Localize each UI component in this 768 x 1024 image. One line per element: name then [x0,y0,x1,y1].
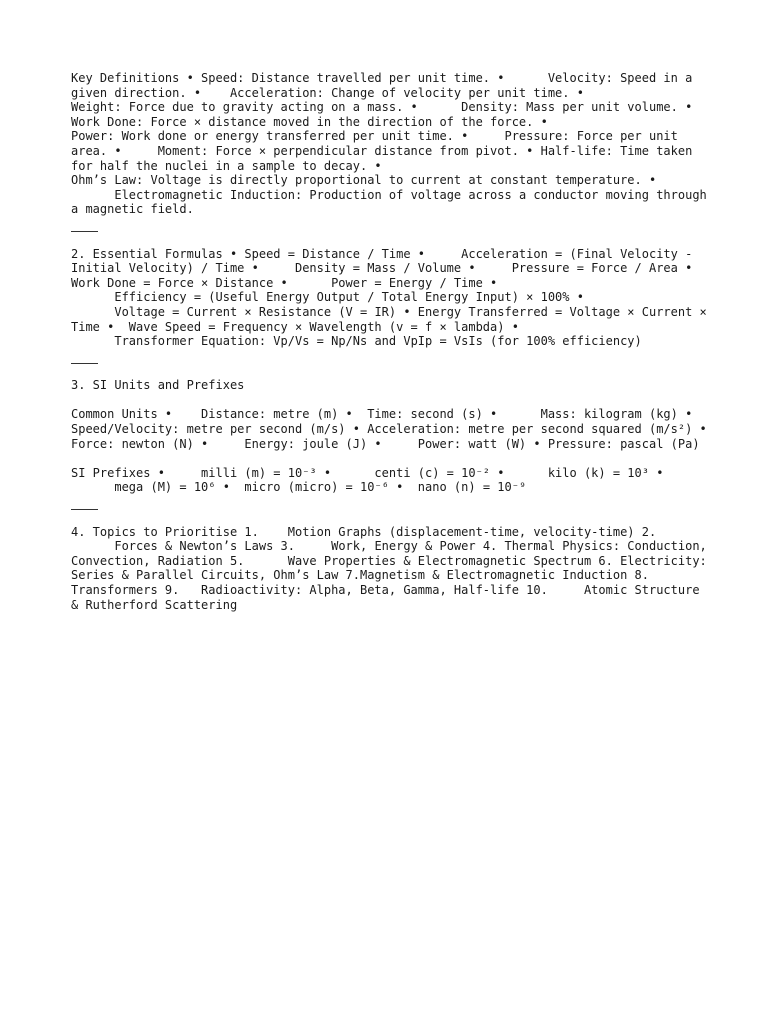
spacer [71,510,711,525]
topics-paragraph: 4. Topics to Prioritise 1. Motion Graphs (displacement-time, velocity-time) 2. Forces & Newton’s Laws 3. Work, Energy & Power 4. Thermal Physics: Conduction, Convection, Radiation 5. Wave Properties & Electromagnetic Spectrum 6. Electricity: Series & Parallel Circuits, Ohm’s Law 7.Magnetism & Electromagnetic Induction 8. Transformers 9. Radioactivity: Alpha, Beta, Gamma, Half-life 10. Atomic Structure & Rutherford Scattering [71,524,707,612]
si-prefixes-paragraph: SI Prefixes • milli (m) = 10⁻³ • centi (c) = 10⁻² • kilo (k) = 10³ • mega (M) = 10⁶ • micro (micro) = 10⁻⁶ • nano (n) = 10⁻⁹ [71,465,664,495]
common-units-paragraph: Common Units • Distance: metre (m) • Time: second (s) • Mass: kilogram (kg) • Speed/Velocity: metre per second (m/s) • Acceleration: metre per second squared (m/s²) • Force: newton (N) • Energy: joule (J) • Power: watt (W) • Pressure: pascal (Pa) [71,407,729,451]
essential-formulas-paragraph: 2. Essential Formulas • Speed = Distance / Time • Acceleration = (Final Velocity - Initial Velocity) / Time • Density = Mass / Volume • Pressure = Force / Area • Work Done = Force × Distance • Power = Energy / Time • Efficiency = (Useful Energy Output / Total Energy Input) × 100% • Voltage = Current × Resistance (V = IR) • Energy Transferred = Voltage × Current × Time • Wave Speed = Frequency × Wavelength (v = f × lambda) • Transformer Equation: Vp/Vs = Np/Ns and VpIp = VsIs (for 100% efficiency) [71,246,707,349]
document-page [71,71,729,612]
spacer [71,364,711,379]
spacer [71,232,711,247]
key-definitions-paragraph: Key Definitions • Speed: Distance travelled per unit time. • Velocity: Speed in a given direction. • Acceleration: Change of velocity per unit time. • Weight: Force due to gravity acting on a mass. • Density: Mass per unit volume. • Work Done: Force × distance moved in the direction of the force. • Power: Work done or energy transferred per unit time. • Pressure: Force per unit area. • Moment: Force × perpendicular distance from pivot. • Half-life: Time taken for half the nuclei in a sample to decay. • Ohm’s Law: Voltage is directly proportional to current at constant temperature. • Electromagnetic Induction: Production of voltage across a conductor moving through a magnetic field. [71,71,707,217]
si-units-heading: 3. SI Units and Prefixes [71,378,245,393]
spacer [71,451,711,466]
spacer [71,393,711,408]
